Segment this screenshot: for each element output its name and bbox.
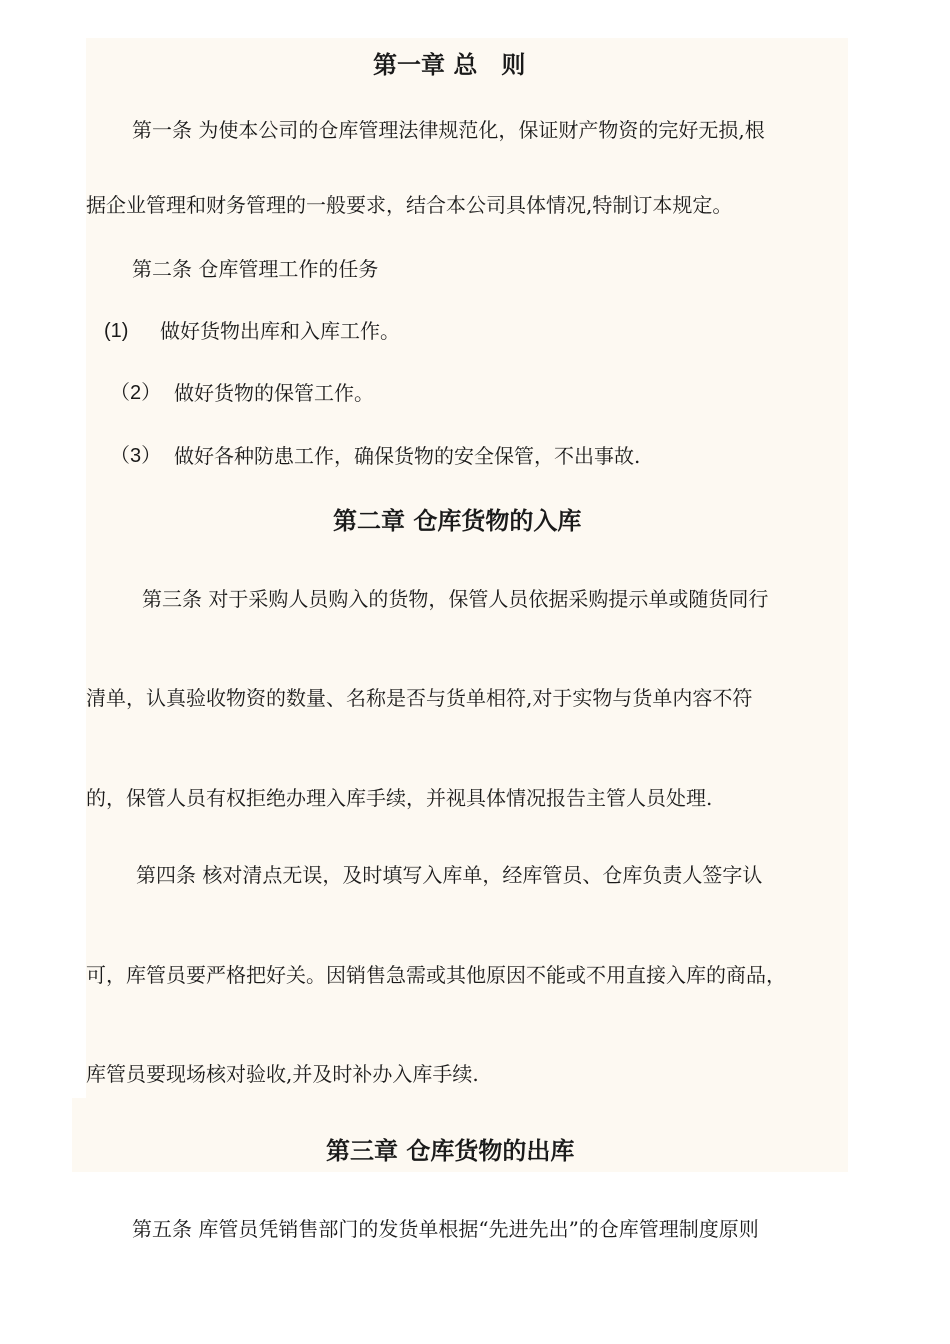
article-3-line-1: 第三条 对于采购人员购入的货物，保管人员依据采购提示单或随货同行 [142, 587, 769, 611]
article-4-line-2: 可，库管员要严格把好关。因销售急需或其他原因不能或不用直接入库的商品， [86, 963, 786, 987]
article-5-line-1: 第五条 库管员凭销售部门的发货单根据“先进先出”的仓库管理制度原则 [132, 1217, 759, 1241]
article-1-line-2: 据企业管理和财务管理的一般要求，结合本公司具体情况,特制订本规定。 [86, 193, 733, 217]
list-item-number: （2） [110, 382, 162, 404]
article-3-line-2: 清单，认真验收物资的数量、名称是否与货单相符,对于实物与货单内容不符 [86, 686, 753, 710]
chapter-2-title: 第二章 仓库货物的入库 [333, 507, 582, 535]
list-item-number: (1) [104, 320, 129, 342]
list-item-number: （3） [110, 445, 162, 467]
article-3-line-3: 的，保管人员有权拒绝办理入库手续，并视具体情况报告主管人员处理. [86, 786, 713, 810]
chapter-3-title: 第三章 仓库货物的出库 [326, 1137, 575, 1165]
list-item-text: 做好货物的保管工作。 [174, 381, 374, 405]
article-4-line-3: 库管员要现场核对验收,并及时补办入库手续. [86, 1062, 479, 1086]
list-item-text: 做好货物出库和入库工作。 [160, 319, 400, 343]
article-1-line-1: 第一条 为使本公司的仓库管理法律规范化，保证财产物资的完好无损,根 [132, 118, 765, 142]
chapter-1-title: 第一章 总 则 [373, 51, 526, 79]
article-4-line-1: 第四条 核对清点无误，及时填写入库单，经库管员、仓库负责人签字认 [136, 863, 763, 887]
article-2-heading: 第二条 仓库管理工作的任务 [132, 257, 379, 281]
list-item-text: 做好各种防患工作，确保货物的安全保管，不出事故. [174, 444, 641, 468]
